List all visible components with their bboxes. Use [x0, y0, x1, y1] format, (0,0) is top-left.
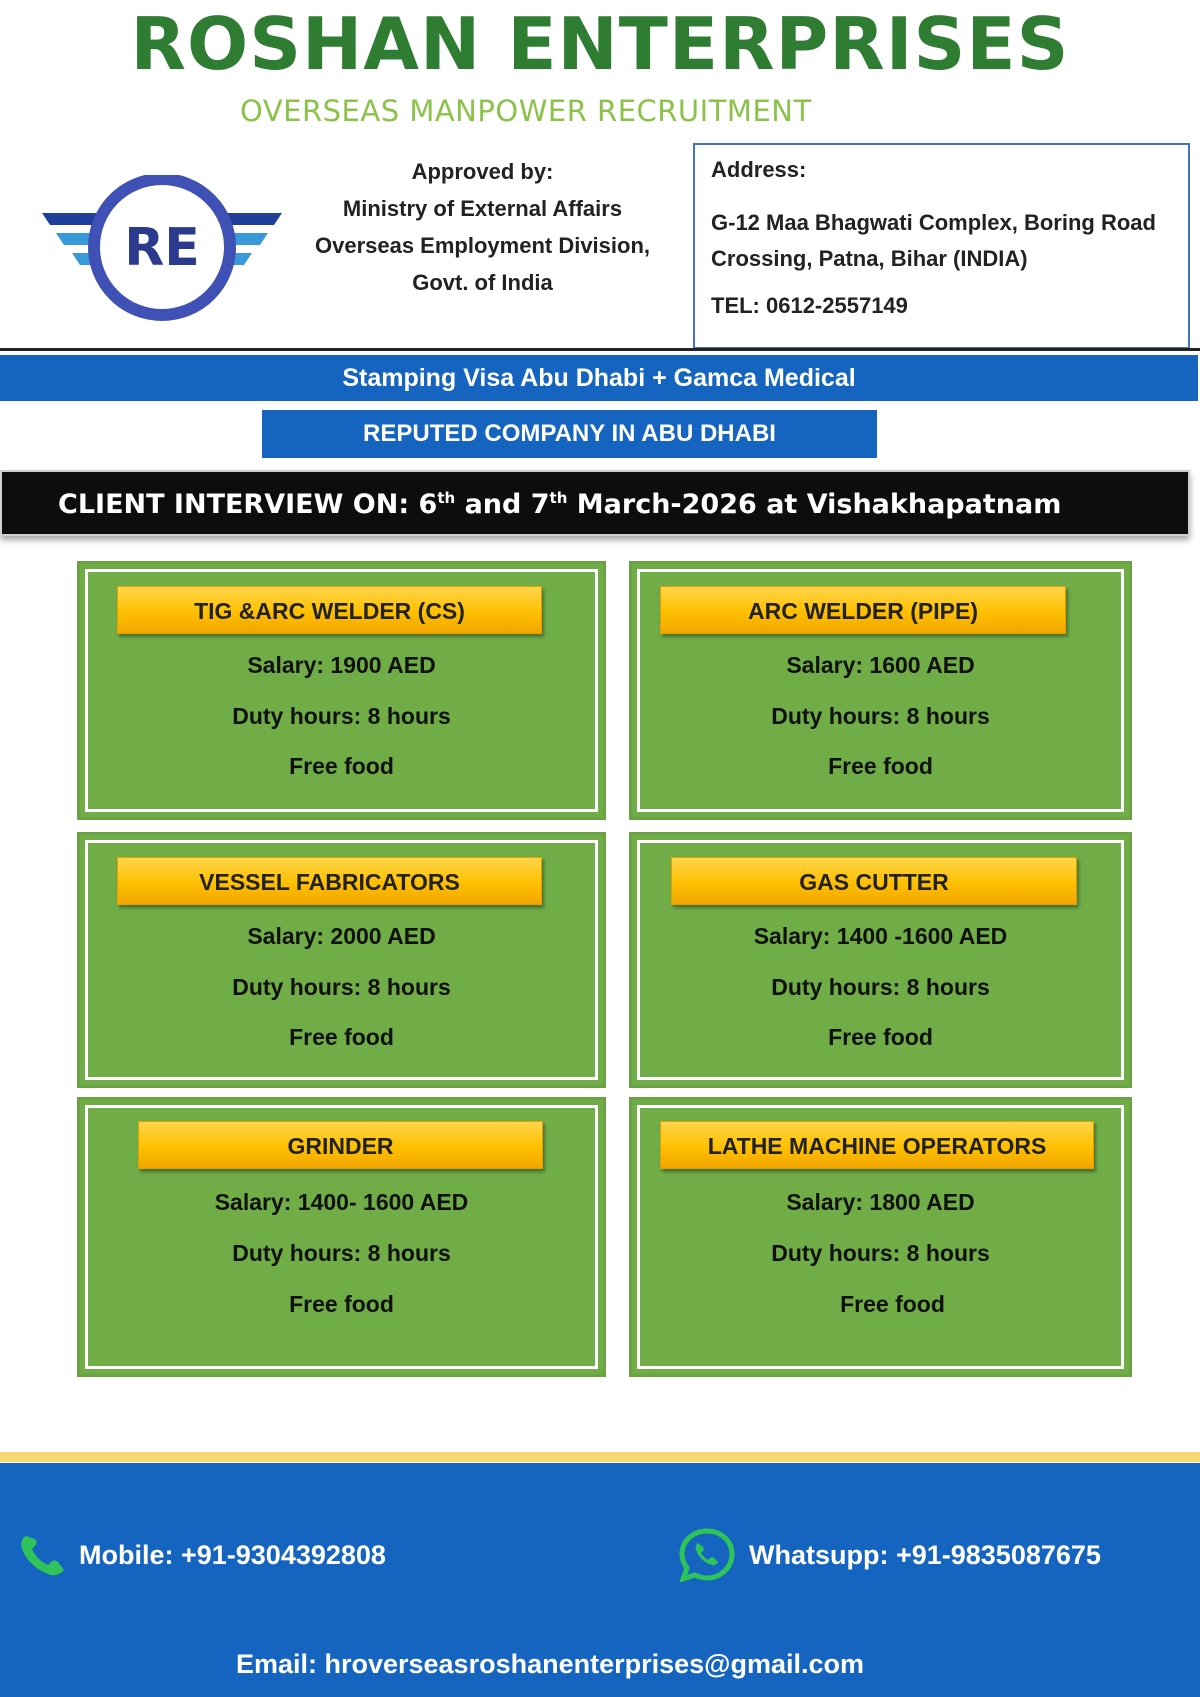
interview-text: and 7: [455, 489, 550, 520]
header-divider: [0, 348, 1200, 351]
phone-icon: [18, 1533, 70, 1577]
interview-sup: th: [549, 489, 568, 507]
job-title: LATHE MACHINE OPERATORS: [660, 1121, 1094, 1169]
approval-line: Govt. of India: [412, 270, 553, 295]
email-address: Email: hroverseasroshanenterprises@gmail.com: [235, 1649, 865, 1679]
interview-text: CLIENT INTERVIEW ON: 6: [58, 489, 438, 520]
visa-banner: Stamping Visa Abu Dhabi + Gamca Medical: [0, 355, 1198, 401]
telephone: TEL: 0612-2557149: [711, 293, 908, 318]
job-duty-hours: Duty hours: 8 hours: [232, 974, 451, 1000]
interview-sup: th: [437, 489, 456, 507]
job-salary: Salary: 1400 -1600 AED: [753, 923, 1008, 949]
approval-line: Overseas Employment Division,: [314, 233, 651, 258]
logo-monogram: RE: [124, 218, 200, 278]
job-salary: Salary: 1600 AED: [786, 652, 975, 678]
job-salary: Salary: 1400- 1600 AED: [214, 1189, 469, 1215]
job-card: [629, 1097, 1132, 1377]
address-box: [693, 143, 1190, 349]
whatsapp-number: Whatsupp: +91-9835087675: [749, 1540, 1101, 1570]
job-card: [629, 832, 1132, 1088]
job-duty-hours: Duty hours: 8 hours: [771, 703, 990, 729]
whatsapp-icon: [678, 1528, 736, 1582]
job-title: GAS CUTTER: [671, 857, 1077, 905]
company-name: ROSHAN ENTERPRISES: [130, 2, 1070, 86]
job-card: [77, 561, 606, 820]
approval-block: [290, 153, 675, 301]
interview-text: March-2026 at Vishakhapatnam: [567, 489, 1062, 520]
job-salary: Salary: 2000 AED: [247, 923, 436, 949]
job-duty-hours: Duty hours: 8 hours: [232, 1240, 451, 1266]
mobile-number: Mobile: +91-9304392808: [79, 1540, 386, 1570]
job-title: GRINDER: [138, 1121, 543, 1169]
job-food: Free food: [289, 753, 394, 779]
job-salary: Salary: 1900 AED: [247, 652, 436, 678]
address-title: Address:: [711, 157, 807, 182]
interview-banner: [0, 470, 1190, 536]
job-title: ARC WELDER (PIPE): [660, 586, 1066, 634]
address-text: G-12 Maa Bhagwati Complex, Boring Road Crossing, Patna, Bihar (INDIA): [711, 210, 1156, 271]
job-duty-hours: Duty hours: 8 hours: [771, 974, 990, 1000]
job-card: [77, 832, 606, 1088]
job-food: Free food: [828, 1024, 933, 1050]
approval-line: Ministry of External Affairs: [342, 196, 623, 221]
job-card: [77, 1097, 606, 1377]
job-duty-hours: Duty hours: 8 hours: [771, 1240, 990, 1266]
job-card: [629, 561, 1132, 820]
job-title: TIG &ARC WELDER (CS): [117, 586, 542, 634]
approval-line: Approved by:: [411, 159, 554, 184]
job-food: Free food: [840, 1291, 945, 1317]
footer-accent-line: [0, 1452, 1200, 1462]
job-food: Free food: [289, 1291, 394, 1317]
job-food: Free food: [289, 1024, 394, 1050]
job-title: VESSEL FABRICATORS: [117, 857, 542, 905]
job-salary: Salary: 1800 AED: [786, 1189, 975, 1215]
company-tagline: OVERSEAS MANPOWER RECRUITMENT: [240, 94, 812, 128]
job-duty-hours: Duty hours: 8 hours: [232, 703, 451, 729]
company-logo: [42, 175, 282, 335]
job-food: Free food: [828, 753, 933, 779]
company-banner: REPUTED COMPANY IN ABU DHABI: [262, 410, 877, 458]
